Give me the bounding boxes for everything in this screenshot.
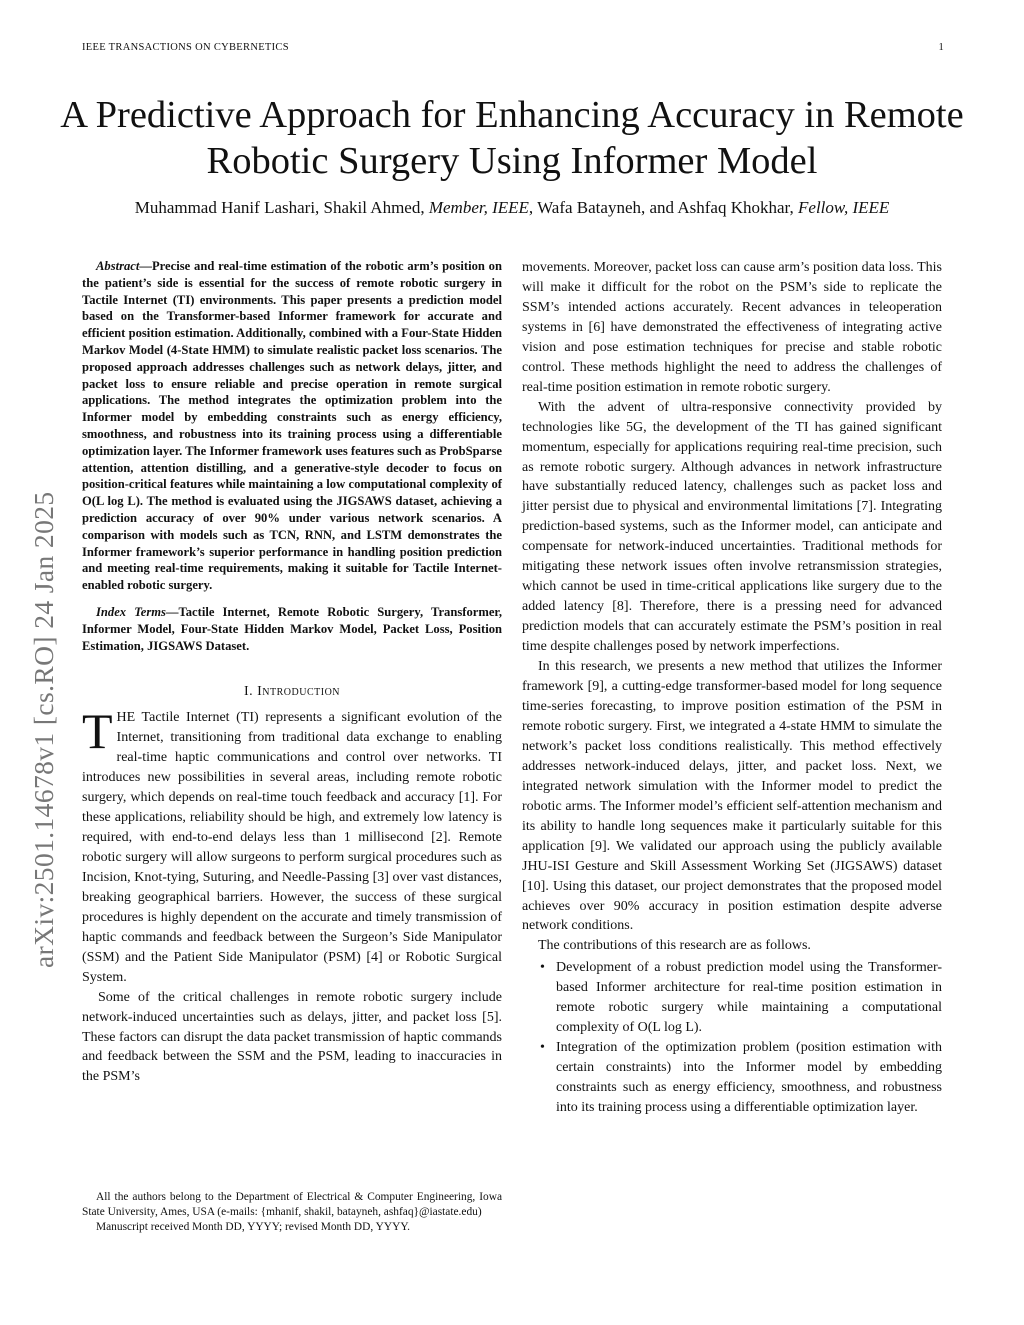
drop-cap: T [82, 703, 113, 760]
author-names-2: , Wafa Batayneh, and Ashfaq Khokhar, [528, 198, 799, 217]
intro-paragraph-2: Some of the critical challenges in remote robotic surgery include network-induced uncertainties such as delays, jitter, and packet loss [5]. These factors can disrupt the data packet transmission of haptic commands and feedback between the SSM and the PSM, leading to inaccuracies in the PSM’s [82, 989, 502, 1085]
footnotes [82, 1190, 502, 1236]
contribution-item: • Integration of the optimization problem (position estimation with certain constraints) into the Informer model by embedding constraints such as energy efficiency, smoothness, and robustness into its training process using a differentiable optimization layer. [522, 1038, 942, 1118]
running-head [82, 42, 944, 53]
intro-paragraph-2-continued: movements. Moreover, packet loss can cause arm’s position data loss. This will make it difficult for the robot on the PSM’s side to replicate the SSM’s intended actions accurately. Recent advances in teleoperation systems in [6] have demonstrated the effectiveness of integrating active vision and pose estimation techniques for precise and stable robotic control. These methods highlight the need to address the challenges of real-time position estimation in remote robotic surgery. [522, 260, 942, 395]
intro-paragraph-4: In this research, we presents a new method that utilizes the Informer framework [9], a cutting-edge transformer-based model for long sequence time-series forecasting, to improve position estimation of the PSM in remote robotic surgery. First, we integrated a 4-state HMM to simulate the network’s packet loss conditions realistically. This method effectively addresses network-induced delays, jitter, and packet loss. Next, we integrated network simulation with the Informer model to predict the robotic arms. The Informer model’s efficient self-attention mechanism and its ability to handle long sequences make it particularly suitable for this application [9]. We validated our approach using the publicly available JHU-ISI Gesture and Skill Assessment Working Set (JIGSAWS) dataset [10]. Using this dataset, our project demonstrates that the proposed model achieves over 90% accuracy in position estimation despite adverse network conditions. [522, 659, 942, 934]
section-heading-introduction: I. Introduction [243, 684, 341, 700]
index-terms-lead: Index Terms [96, 604, 166, 619]
page-number: 1 [938, 42, 944, 53]
author-list [60, 198, 964, 218]
author-role-member: Member, IEEE [428, 198, 529, 217]
intro-paragraph-5: The contributions of this research are as follows. [538, 938, 811, 954]
index-terms-text: —Tactile Internet, Remote Robotic Surgery, Transformer, Informer Model, Four-State Hidden Markov Model, Packet Loss, Position Estimation, JIGSAWS Dataset. [82, 604, 502, 653]
arxiv-stamp: arXiv:2501.14678v1 [cs.RO] 24 Jan 2025 [28, 491, 59, 968]
footnote-manuscript: Manuscript received Month DD, YYYY; revised Month DD, YYYY. [96, 1221, 410, 1234]
author-role-fellow: Fellow, IEEE [798, 198, 890, 217]
abstract [82, 258, 502, 594]
index-terms [82, 604, 502, 654]
paper-title: A Predictive Approach for Enhancing Accuracy in Remote Robotic Surgery Using Informer Model [60, 94, 964, 182]
abstract-lead: Abstract [96, 259, 140, 273]
contribution-item: • Development of a robust prediction model using the Transformer-based Informer architecture for real-time position estimation in remote robotic surgery while maintaining a computational complexity of O(L log L). [522, 958, 942, 1038]
author-names-1: Muhammad Hanif Lashari, Shakil Ahmed, [134, 198, 429, 217]
journal-name: IEEE TRANSACTIONS ON CYBERNETICS [82, 42, 289, 53]
intro-paragraph-1 [82, 703, 502, 987]
footnote-affiliation: All the authors belong to the Department of Electrical & Computer Engineering, Iowa State University, Ames, USA (e-mails: {mhanif, shakil, batayneh, ashfaq}@iastate.edu) [82, 1191, 502, 1219]
left-column [82, 258, 502, 1087]
contributions-list [522, 958, 942, 1118]
intro-paragraph-3: With the advent of ultra-responsive connectivity provided by technologies like 5G, the development of the TI has gained significant momentum, especially for applications requiring real-time precision, such as remote robotic surgery. Although advances in network infrastructure have substantially reduced latency, challenges such as packet loss and jitter persist due to physical and environmental limitations [7]. Integrating prediction-based systems, such as the Informer model, can anticipate and compensate for network-induced uncertainties. Traditional methods for mitigating these network issues often involve retransmission strategies, which cannot be used in time-critical applications like surgery due to the added latency [8]. Therefore, there is a pressing need for advanced prediction models that can accurately estimate the PSM’s position in real time despite challenges posed by network imperfections. [522, 399, 942, 655]
abstract-text: —Precise and real-time estimation of the robotic arm’s position on the patient’s side is essential for the success of remote robotic surgery in Tactile Internet (TI) environments. This paper presents a prediction model based on the Transformer-based Informer framework for accurate and efficient position estimation. Additionally, combined with a Four-State Hidden Markov Model (4-State HMM) to simulate realistic packet loss scenarios. The proposed approach addresses challenges such as network delays, jitter, and packet loss to ensure reliable and precise operation in remote surgical applications. The method integrates the optimization problem into the Informer model by embedding constraints such as energy efficiency, smoothness, and robustness into its training process using a differentiable optimization layer. The Informer framework uses features such as ProbSparse attention, attention distilling, and a generative-style decoder to focus on position-critical features while maintaining a low computational complexity of O(L log L). The method is evaluated using the JIGSAWS dataset, achieving a prediction accuracy of over 90% under various network scenarios. A comparison with models such as TCN, RNN, and LSTM demonstrates the Informer framework’s superior performance in handling position prediction and meeting real-time requirements, making it suitable for Tactile Internet-enabled robotic surgery. [82, 259, 502, 593]
intro-paragraph-1-text: HE Tactile Internet (TI) represents a significant evolution of the Internet, transitioning from traditional data exchange to enabling real-time haptic communications and control over networks. TI introduces new possibilities in several areas, including remote robotic surgery, which depends on real-time touch feedback and accuracy [1]. For these applications, reliability should be high, and extremely low latency is required, with end-to-end delays less than 1 millisecond [2]. Remote robotic surgery will allow surgeons to perform surgical procedures such as Incision, Knot-tying, Suturing, and Needle-Passing [3] over vast distances, breaking geographical barriers. However, the success of these surgical procedures is highly dependent on the accurate and timely transmission of haptic commands and feedback between the Surgeon’s Side Manipulator (SSM) and the Patient Side Manipulator (PSM) [4] or Robotic Surgical System. [82, 710, 502, 985]
right-column [522, 258, 942, 1118]
